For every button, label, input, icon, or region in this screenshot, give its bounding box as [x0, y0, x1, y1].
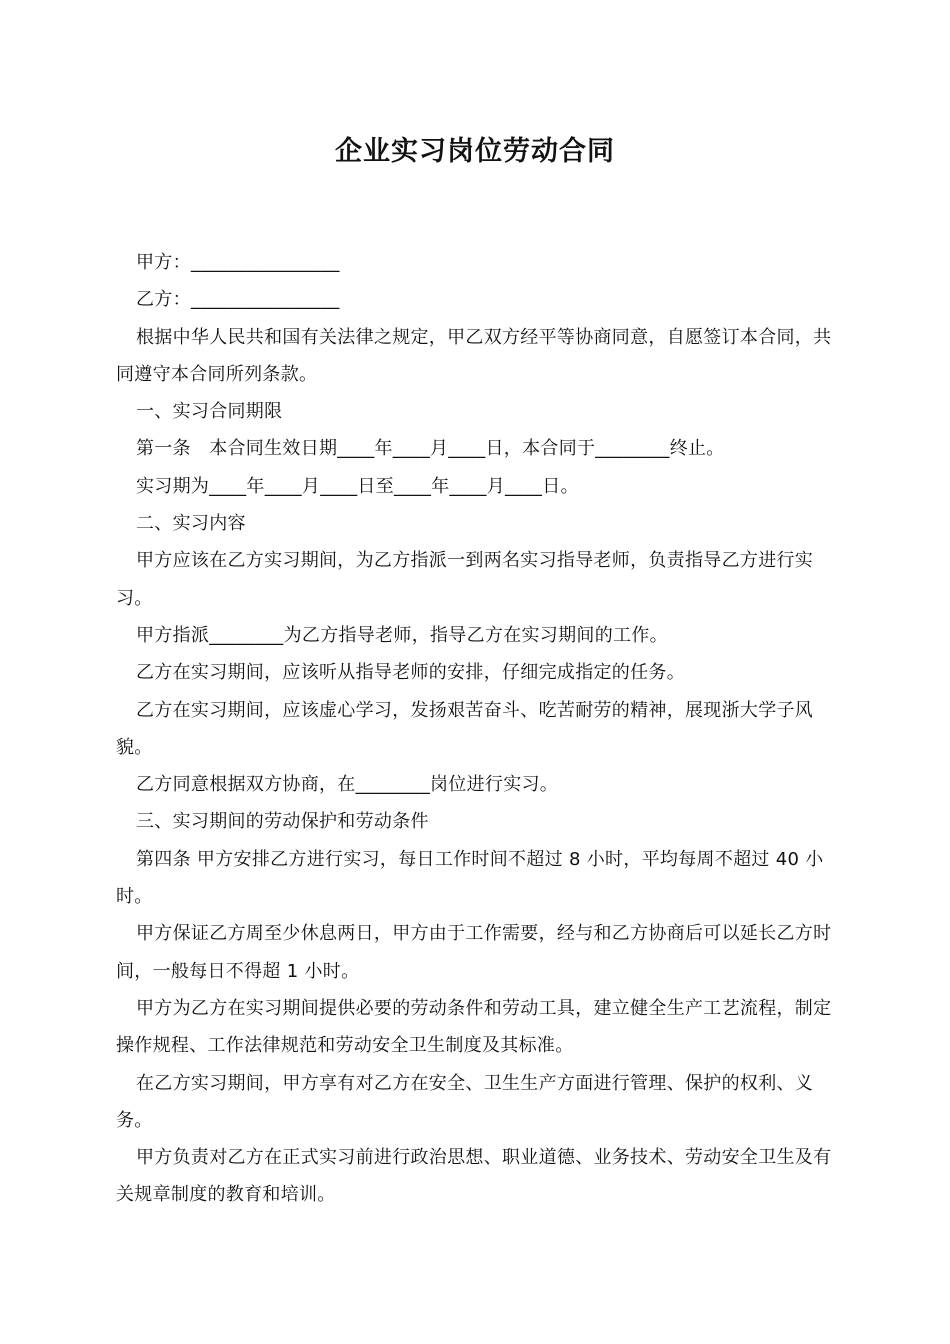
- clause-paragraph: 第一条 本合同生效日期____年____月____日，本合同于________终止。: [136, 438, 725, 460]
- clause-paragraph: 乙方在实习期间，应该听从指导老师的安排，仔细完成指定的任务。: [136, 662, 685, 684]
- clause-paragraph: 甲方指派________为乙方指导老师，指导乙方在实习期间的工作。: [136, 624, 668, 646]
- clause-paragraph: 甲方应该在乙方实习期间，为乙方指派一到两名实习指导老师，负责指导乙方进行实习。: [116, 550, 814, 609]
- party-a-line: 甲方：________________: [136, 252, 340, 273]
- clause-paragraph: 在乙方实习期间，甲方享有对乙方在安全、卫生生产方面进行管理、保护的权利、义务。: [116, 1072, 814, 1131]
- document-title: 企业实习岗位劳动合同: [335, 136, 615, 167]
- section-heading: 一、实习合同期限: [136, 401, 283, 423]
- clause-paragraph: 甲方为乙方在实习期间提供必要的劳动条件和劳动工具，建立健全生产工艺流程，制定操作规程、工作法律规范和劳动安全卫生制度及其标准。: [116, 997, 832, 1057]
- section-heading: 二、实习内容: [136, 513, 246, 535]
- party-b-line: 乙方：________________: [136, 289, 340, 311]
- preamble-paragraph: 根据中华人民共和国有关法律之规定，甲乙双方经平等协商同意，自愿签订本合同，共同遵守本合同所列条款。: [116, 326, 832, 385]
- clause-paragraph: 乙方同意根据双方协商，在________岗位进行实习。: [136, 774, 559, 796]
- clause-paragraph: 第四条 甲方安排乙方进行实习，每日工作时间不超过 8 小时，平均每周不超过 40 小时。: [116, 848, 824, 908]
- clause-paragraph: 乙方在实习期间，应该虚心学习，发扬艰苦奋斗、吃苦耐劳的精神，展现浙大学子风貌。: [116, 699, 814, 758]
- clause-paragraph: 甲方负责对乙方在正式实习前进行政治思想、职业道德、业务技术、劳动安全卫生及有关规章制度的教育和培训。: [116, 1147, 832, 1206]
- clause-paragraph: 实习期为____年____月____日至____年____月____日。: [136, 475, 579, 497]
- document-body: [116, 244, 841, 1214]
- section-heading: 三、实习期间的劳动保护和劳动条件: [136, 811, 429, 833]
- clause-paragraph: 甲方保证乙方周至少休息两日，甲方由于工作需要，经与和乙方协商后可以延长乙方时间，一般每日不得超 1 小时。: [116, 923, 832, 982]
